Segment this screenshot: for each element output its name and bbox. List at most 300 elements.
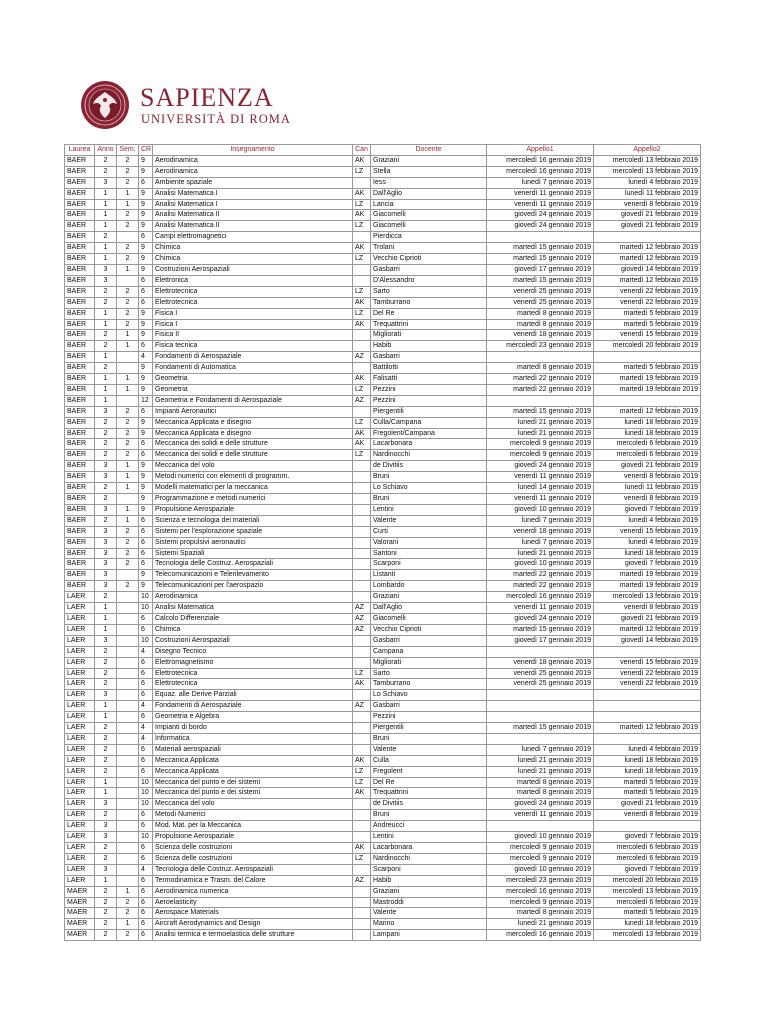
cell-appello2: mercoledì 6 febbraio 2019 [594, 439, 701, 450]
cell-sem: 1 [117, 384, 139, 395]
cell-insegnamento: Chimica [153, 254, 353, 265]
cell-sem [117, 603, 139, 614]
cell-docente: Habib [371, 875, 487, 886]
cell-insegnamento: Impianti di bordo [153, 723, 353, 734]
cell-laurea: BAER [65, 537, 95, 548]
cell-appello1 [487, 646, 594, 657]
table-row [65, 221, 701, 232]
cell-appello1 [487, 712, 594, 723]
cell-cr: 6 [139, 853, 153, 864]
cell-laurea: BAER [65, 406, 95, 417]
cell-anno: 1 [95, 374, 117, 385]
cell-anno: 3 [95, 635, 117, 646]
cell-laurea: LAER [65, 624, 95, 635]
cell-laurea: LAER [65, 646, 95, 657]
cell-docente: Gasbarri [371, 264, 487, 275]
cell-appello1: martedì 15 gennaio 2019 [487, 254, 594, 265]
cell-can: AZ [353, 603, 371, 614]
cell-appello1: martedì 15 gennaio 2019 [487, 275, 594, 286]
cell-laurea: LAER [65, 657, 95, 668]
cell-cr: 6 [139, 930, 153, 941]
cell-laurea: LAER [65, 744, 95, 755]
cell-insegnamento: Aerodinamica numerica [153, 886, 353, 897]
cell-docente: Tamburrano [371, 297, 487, 308]
cell-laurea: BAER [65, 461, 95, 472]
cell-laurea: BAER [65, 483, 95, 494]
cell-docente: Pierdicca [371, 232, 487, 243]
cell-sem [117, 712, 139, 723]
cell-sem [117, 635, 139, 646]
cell-insegnamento: Sistemi Spaziali [153, 548, 353, 559]
cell-appello1: martedì 8 gennaio 2019 [487, 788, 594, 799]
cell-anno: 2 [95, 330, 117, 341]
cell-docente: Giacomelli [371, 221, 487, 232]
cell-insegnamento: Propulsione Aerospaziale [153, 504, 353, 515]
cell-appello2 [594, 232, 701, 243]
university-header [80, 80, 380, 132]
cell-can [353, 363, 371, 374]
cell-laurea: BAER [65, 254, 95, 265]
cell-docente: Vecchio Ciprioti [371, 254, 487, 265]
cell-appello1 [487, 232, 594, 243]
cell-can: LZ [353, 308, 371, 319]
cell-docente: Migliorati [371, 330, 487, 341]
cell-sem: 2 [117, 286, 139, 297]
table-row [65, 777, 701, 788]
cell-insegnamento: Equaz. alle Derive Parziali [153, 690, 353, 701]
cell-docente: Nardinocchi [371, 853, 487, 864]
cell-appello1: mercoledì 9 gennaio 2019 [487, 439, 594, 450]
table-row [65, 243, 701, 254]
cell-appello1: venerdì 18 gennaio 2019 [487, 330, 594, 341]
cell-laurea: BAER [65, 341, 95, 352]
cell-appello1: venerdì 18 gennaio 2019 [487, 657, 594, 668]
cell-can [353, 177, 371, 188]
cell-insegnamento: Propulsione Aerospaziale [153, 832, 353, 843]
cell-can: LZ [353, 450, 371, 461]
table-row [65, 886, 701, 897]
cell-anno: 3 [95, 472, 117, 483]
cell-can: LZ [353, 417, 371, 428]
table-row [65, 570, 701, 581]
cell-insegnamento: Mod. Mat. per la Meccanica [153, 821, 353, 832]
cell-cr: 9 [139, 254, 153, 265]
cell-can [353, 341, 371, 352]
cell-appello2 [594, 352, 701, 363]
cell-sem [117, 832, 139, 843]
cell-sem: 1 [117, 504, 139, 515]
cell-cr: 9 [139, 417, 153, 428]
cell-sem: 1 [117, 472, 139, 483]
cell-anno: 1 [95, 352, 117, 363]
cell-appello2: lunedì 4 febbraio 2019 [594, 515, 701, 526]
cell-docente: Sarto [371, 668, 487, 679]
cell-cr: 9 [139, 472, 153, 483]
cell-docente: Campana [371, 646, 487, 657]
cell-anno: 2 [95, 810, 117, 821]
cell-insegnamento: Materiali aerospaziali [153, 744, 353, 755]
cell-docente: Scarponi [371, 559, 487, 570]
cell-insegnamento: Campi elettromagnetici [153, 232, 353, 243]
cell-laurea: BAER [65, 417, 95, 428]
cell-sem: 2 [117, 221, 139, 232]
cell-docente: Vecchio Ciprioti [371, 624, 487, 635]
cell-appello1: giovedì 10 gennaio 2019 [487, 832, 594, 843]
table-row [65, 537, 701, 548]
cell-sem [117, 613, 139, 624]
cell-cr: 6 [139, 537, 153, 548]
cell-appello2: giovedì 7 febbraio 2019 [594, 864, 701, 875]
cell-can: LZ [353, 384, 371, 395]
cell-insegnamento: Meccanica del punto e dei sistemi [153, 777, 353, 788]
cell-sem: 2 [117, 417, 139, 428]
cell-cr: 6 [139, 232, 153, 243]
cell-sem [117, 232, 139, 243]
cell-anno: 3 [95, 275, 117, 286]
cell-can [353, 919, 371, 930]
cell-appello1: venerdì 25 gennaio 2019 [487, 297, 594, 308]
cell-appello1: mercoledì 9 gennaio 2019 [487, 843, 594, 854]
cell-sem: 1 [117, 341, 139, 352]
cell-cr: 6 [139, 744, 153, 755]
cell-docente: Piergentili [371, 723, 487, 734]
cell-appello2: giovedì 14 febbraio 2019 [594, 264, 701, 275]
cell-docente: de Divitiis [371, 799, 487, 810]
cell-appello1: martedì 15 gennaio 2019 [487, 243, 594, 254]
cell-appello2: lunedì 18 febbraio 2019 [594, 417, 701, 428]
header-anno: Anno [95, 145, 117, 156]
cell-appello1: lunedì 7 gennaio 2019 [487, 537, 594, 548]
table-row [65, 755, 701, 766]
cell-appello1: venerdì 11 gennaio 2019 [487, 810, 594, 821]
cell-anno: 2 [95, 668, 117, 679]
cell-can [353, 515, 371, 526]
cell-appello2: venerdì 22 febbraio 2019 [594, 297, 701, 308]
cell-can [353, 657, 371, 668]
cell-laurea: LAER [65, 701, 95, 712]
table-row [65, 210, 701, 221]
cell-docente: Trequattrini [371, 319, 487, 330]
cell-laurea: BAER [65, 221, 95, 232]
cell-docente: Lentini [371, 832, 487, 843]
cell-anno: 2 [95, 439, 117, 450]
table-row [65, 374, 701, 385]
cell-docente: Lampani [371, 930, 487, 941]
cell-cr: 4 [139, 733, 153, 744]
header-cr: CR [139, 145, 153, 156]
cell-laurea: LAER [65, 875, 95, 886]
cell-docente: Giacomelli [371, 613, 487, 624]
cell-insegnamento: Analisi termica e termoelastica delle strutture [153, 930, 353, 941]
cell-appello1: martedì 8 gennaio 2019 [487, 363, 594, 374]
cell-sem: 2 [117, 308, 139, 319]
cell-can [353, 592, 371, 603]
cell-appello2 [594, 395, 701, 406]
cell-docente: Falisatti [371, 374, 487, 385]
cell-docente: Pezzini [371, 712, 487, 723]
cell-anno: 3 [95, 537, 117, 548]
cell-docente: Trolani [371, 243, 487, 254]
cell-appello1: martedì 8 gennaio 2019 [487, 308, 594, 319]
cell-laurea: BAER [65, 570, 95, 581]
cell-insegnamento: Telecomunicazioni per l'aerospazio [153, 581, 353, 592]
cell-cr: 4 [139, 701, 153, 712]
cell-cr: 9 [139, 188, 153, 199]
cell-insegnamento: Meccanica dei solidi e delle strutture [153, 450, 353, 461]
table-row [65, 461, 701, 472]
cell-sem [117, 864, 139, 875]
cell-docente: Santoni [371, 548, 487, 559]
cell-can [353, 494, 371, 505]
cell-cr: 6 [139, 450, 153, 461]
cell-sem [117, 494, 139, 505]
cell-anno: 2 [95, 450, 117, 461]
cell-anno: 2 [95, 417, 117, 428]
cell-sem [117, 352, 139, 363]
cell-appello1: giovedì 24 gennaio 2019 [487, 221, 594, 232]
cell-cr: 10 [139, 788, 153, 799]
table-row [65, 232, 701, 243]
cell-docente: Pezzini [371, 384, 487, 395]
cell-cr: 6 [139, 908, 153, 919]
cell-anno: 2 [95, 363, 117, 374]
cell-laurea: LAER [65, 592, 95, 603]
cell-cr: 10 [139, 777, 153, 788]
cell-laurea: MAER [65, 930, 95, 941]
header-sem: Sem. [117, 145, 139, 156]
cell-anno: 1 [95, 188, 117, 199]
table-row [65, 810, 701, 821]
cell-appello2: mercoledì 13 febbraio 2019 [594, 166, 701, 177]
cell-appello2: lunedì 4 febbraio 2019 [594, 744, 701, 755]
cell-insegnamento: Elettronica [153, 275, 353, 286]
cell-laurea: BAER [65, 581, 95, 592]
cell-insegnamento: Aerodinamica [153, 155, 353, 166]
cell-cr: 6 [139, 712, 153, 723]
cell-appello2: venerdì 8 febbraio 2019 [594, 810, 701, 821]
cell-insegnamento: Elettrotecnica [153, 297, 353, 308]
cell-sem: 1 [117, 919, 139, 930]
table-row [65, 592, 701, 603]
header-docente: Docente [371, 145, 487, 156]
cell-appello1: martedì 22 gennaio 2019 [487, 581, 594, 592]
cell-insegnamento: Telecomunicazioni e Telerilevamento [153, 570, 353, 581]
table-row [65, 723, 701, 734]
cell-appello2: martedì 5 febbraio 2019 [594, 908, 701, 919]
cell-docente: Lo Schiavo [371, 483, 487, 494]
cell-cr: 10 [139, 603, 153, 614]
cell-insegnamento: Analisi Matematica II [153, 221, 353, 232]
cell-insegnamento: Chimica [153, 624, 353, 635]
cell-docente: Del Re [371, 308, 487, 319]
cell-docente: Gasbarri [371, 701, 487, 712]
cell-appello1: giovedì 10 gennaio 2019 [487, 864, 594, 875]
header-insegnamento: Insegnamento [153, 145, 353, 156]
cell-sem [117, 777, 139, 788]
cell-appello2 [594, 701, 701, 712]
cell-sem: 2 [117, 319, 139, 330]
table-row [65, 788, 701, 799]
cell-docente: Lombardo [371, 581, 487, 592]
cell-insegnamento: Chimica [153, 243, 353, 254]
cell-insegnamento: Meccanica del punto e dei sistemi [153, 788, 353, 799]
cell-anno: 1 [95, 243, 117, 254]
cell-insegnamento: Geometria [153, 374, 353, 385]
cell-laurea: BAER [65, 395, 95, 406]
cell-anno: 3 [95, 581, 117, 592]
table-row [65, 319, 701, 330]
cell-insegnamento: Meccanica Applicata [153, 766, 353, 777]
cell-cr: 9 [139, 363, 153, 374]
cell-sem: 1 [117, 483, 139, 494]
cell-can [353, 570, 371, 581]
cell-insegnamento: Scienza delle costruzioni [153, 853, 353, 864]
cell-can: AZ [353, 352, 371, 363]
table-row [65, 712, 701, 723]
cell-insegnamento: Analisi Matematica I [153, 199, 353, 210]
cell-laurea: MAER [65, 897, 95, 908]
cell-appello1: mercoledì 16 gennaio 2019 [487, 886, 594, 897]
cell-cr: 6 [139, 919, 153, 930]
cell-sem: 2 [117, 243, 139, 254]
table-row [65, 603, 701, 614]
cell-appello1: martedì 8 gennaio 2019 [487, 908, 594, 919]
cell-laurea: LAER [65, 799, 95, 810]
cell-docente: Giacomelli [371, 210, 487, 221]
cell-cr: 9 [139, 166, 153, 177]
cell-appello2 [594, 690, 701, 701]
table-row [65, 864, 701, 875]
cell-appello2: martedì 12 febbraio 2019 [594, 254, 701, 265]
cell-sem: 1 [117, 886, 139, 897]
cell-appello1 [487, 821, 594, 832]
cell-docente: Pezzini [371, 395, 487, 406]
cell-laurea: LAER [65, 843, 95, 854]
table-row [65, 264, 701, 275]
cell-anno: 2 [95, 515, 117, 526]
cell-anno: 1 [95, 384, 117, 395]
cell-can [353, 886, 371, 897]
cell-laurea: BAER [65, 515, 95, 526]
cell-appello2: lunedì 18 febbraio 2019 [594, 428, 701, 439]
cell-can: LZ [353, 199, 371, 210]
cell-appello2: martedì 12 febbraio 2019 [594, 624, 701, 635]
cell-cr: 6 [139, 755, 153, 766]
cell-sem [117, 755, 139, 766]
cell-anno: 1 [95, 319, 117, 330]
cell-can [353, 897, 371, 908]
cell-laurea: MAER [65, 886, 95, 897]
cell-insegnamento: Meccanica del volo [153, 799, 353, 810]
cell-appello2: mercoledì 13 febbraio 2019 [594, 930, 701, 941]
cell-appello2: mercoledì 6 febbraio 2019 [594, 897, 701, 908]
cell-appello2 [594, 646, 701, 657]
cell-appello2: martedì 12 febbraio 2019 [594, 723, 701, 734]
cell-appello1: venerdì 25 gennaio 2019 [487, 668, 594, 679]
cell-docente: Sarto [371, 286, 487, 297]
table-row [65, 875, 701, 886]
cell-cr: 9 [139, 384, 153, 395]
table-row [65, 668, 701, 679]
table-row [65, 679, 701, 690]
cell-appello1: martedì 15 gennaio 2019 [487, 723, 594, 734]
cell-cr: 9 [139, 330, 153, 341]
cell-can: AK [353, 843, 371, 854]
cell-laurea: LAER [65, 733, 95, 744]
cell-appello2: venerdì 22 febbraio 2019 [594, 286, 701, 297]
cell-anno: 2 [95, 483, 117, 494]
cell-insegnamento: Elettrotecnica [153, 668, 353, 679]
cell-can: AZ [353, 624, 371, 635]
cell-appello1: venerdì 11 gennaio 2019 [487, 199, 594, 210]
table-row [65, 341, 701, 352]
cell-docente: Fregolent/Campana [371, 428, 487, 439]
cell-anno: 3 [95, 504, 117, 515]
cell-appello2: giovedì 21 febbraio 2019 [594, 461, 701, 472]
cell-can [353, 275, 371, 286]
cell-appello2 [594, 821, 701, 832]
cell-cr: 9 [139, 494, 153, 505]
cell-sem [117, 592, 139, 603]
cell-appello2: giovedì 21 febbraio 2019 [594, 221, 701, 232]
cell-can: AK [353, 755, 371, 766]
cell-anno: 2 [95, 886, 117, 897]
cell-appello2: venerdì 8 febbraio 2019 [594, 472, 701, 483]
table-row [65, 297, 701, 308]
table-row [65, 472, 701, 483]
cell-sem: 1 [117, 199, 139, 210]
cell-can [353, 537, 371, 548]
cell-docente: Dall'Aglio [371, 603, 487, 614]
cell-cr: 9 [139, 461, 153, 472]
cell-docente: Iess [371, 177, 487, 188]
cell-sem: 2 [117, 908, 139, 919]
cell-can [353, 810, 371, 821]
table-row [65, 188, 701, 199]
cell-appello1: martedì 22 gennaio 2019 [487, 384, 594, 395]
cell-appello1: venerdì 25 gennaio 2019 [487, 679, 594, 690]
header-appello1: Appello1 [487, 145, 594, 156]
cell-appello2: lunedì 18 febbraio 2019 [594, 766, 701, 777]
cell-appello1: lunedì 21 gennaio 2019 [487, 919, 594, 930]
cell-sem [117, 799, 139, 810]
cell-laurea: BAER [65, 188, 95, 199]
cell-insegnamento: Analisi Matematica I [153, 188, 353, 199]
cell-cr: 6 [139, 886, 153, 897]
cell-docente: Curti [371, 526, 487, 537]
cell-appello2: venerdì 8 febbraio 2019 [594, 603, 701, 614]
cell-can: AK [353, 374, 371, 385]
cell-appello1: giovedì 24 gennaio 2019 [487, 613, 594, 624]
cell-laurea: BAER [65, 352, 95, 363]
cell-can: AZ [353, 875, 371, 886]
cell-laurea: BAER [65, 264, 95, 275]
cell-insegnamento: Elettrotecnica [153, 286, 353, 297]
header-can: Can [353, 145, 371, 156]
cell-can: AK [353, 210, 371, 221]
cell-insegnamento: Elettromagnetismo [153, 657, 353, 668]
cell-cr: 9 [139, 374, 153, 385]
cell-cr: 6 [139, 897, 153, 908]
table-row [65, 515, 701, 526]
cell-cr: 9 [139, 199, 153, 210]
cell-docente: Andreucci [371, 821, 487, 832]
cell-laurea: LAER [65, 755, 95, 766]
cell-docente: Gasbarri [371, 635, 487, 646]
cell-sem: 2 [117, 559, 139, 570]
cell-appello1: venerdì 11 gennaio 2019 [487, 603, 594, 614]
cell-cr: 9 [139, 155, 153, 166]
